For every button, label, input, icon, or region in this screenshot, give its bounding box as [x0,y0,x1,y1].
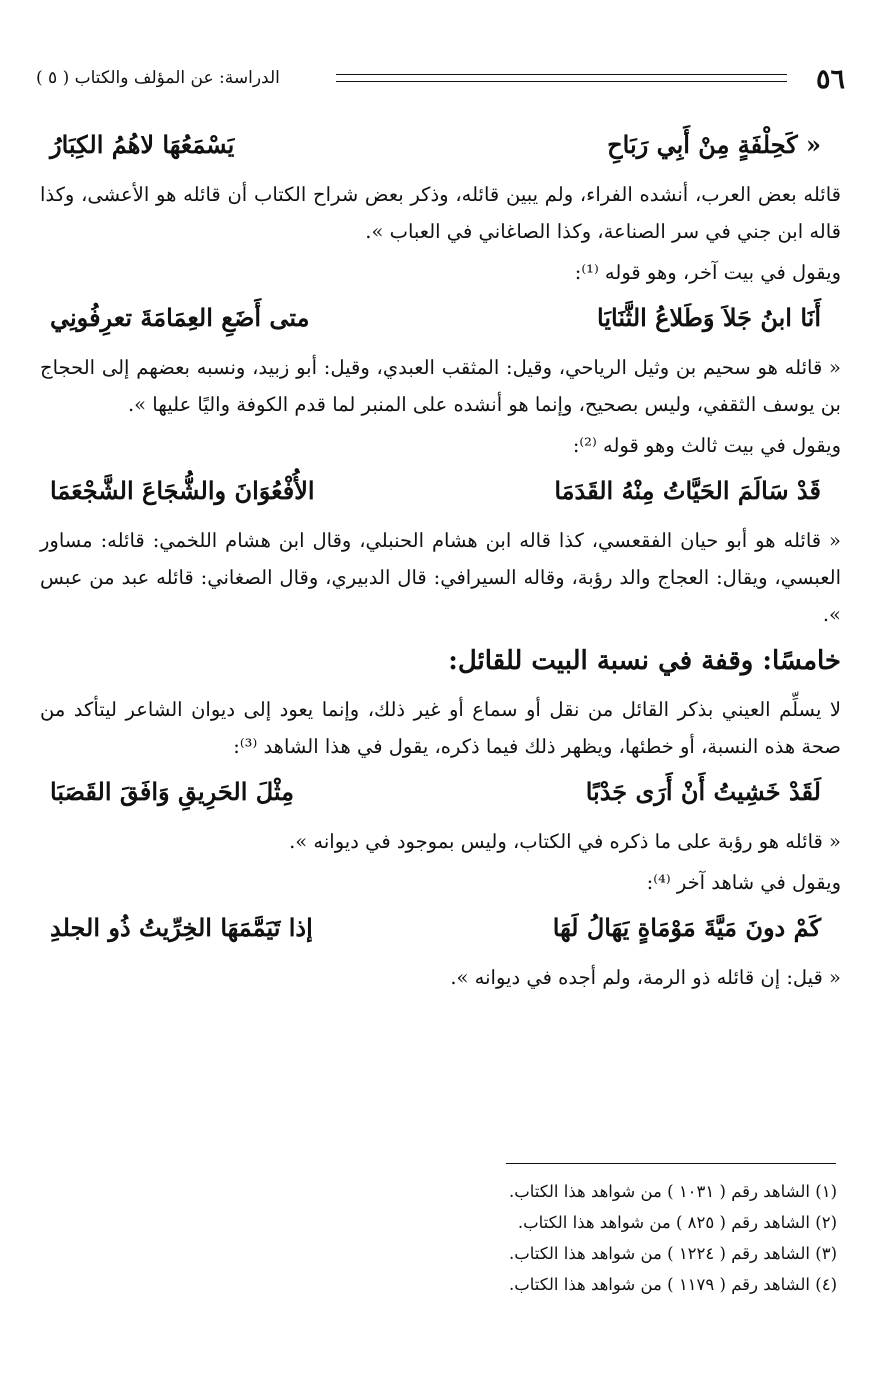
header-rule [336,74,787,82]
verse-intro: ويقول في شاهد آخر ⁽⁴⁾: [646,871,841,894]
verse-first-hemistich: كَمْ دونَ مَيَّةَ مَوْمَاةٍ يَهَالُ لَهَا [552,912,821,942]
running-header [36,66,845,96]
running-title: الدراسة: عن المؤلف والكتاب ( ٥ ) [36,68,280,88]
paragraph: « قائله هو رؤبة على ما ذكره في الكتاب، وليس بموجود في ديوانه ». [289,830,841,853]
verse-first-hemistich: لَقَدْ خَشِيتُ أَنْ أَرَى جَدْبًا [585,776,821,806]
footnote: (١) الشاهد رقم ( ١٠٣١ ) من شواهد هذا الكتاب. [509,1182,837,1201]
paragraph: قائله بعض العرب، أنشده الفراء، ولم يبين قائله، وذكر بعض شراح الكتاب أن قائله هو الأعشى، وكذا قاله ابن جني في سر الصناعة، وكذا الصاغاني في العباب ». [40,183,841,243]
verse-line [40,122,841,166]
page-body [40,118,841,1000]
verse-intro: ويقول في بيت ثالث وهو قوله ⁽²⁾: [572,434,841,457]
verse-first-hemistich: « كَحِلْفَةٍ مِنْ أَبِي رَبَاحِ [607,129,821,159]
section-heading: خامسًا: وقفة في نسبة البيت للقائل: [448,646,841,676]
verse-second-hemistich: يَسْمَعُهَا لاهُمُ الكِبَارُ [50,129,235,159]
footnotes [509,1176,837,1300]
verse-line [40,468,841,512]
paragraph: « قائله هو سحيم بن وثيل الرياحي، وقيل: المثقب العبدي، وقيل: أبو زبيد، ونسبه بعضهم إلى الحجاج بن يوسف الثقفي، وليس بصحيح، وإنما هو أنشده على المنبر لما قدم الكوفة واليًا عليها ». [40,356,841,416]
verse-line [40,769,841,813]
paragraph: « قائله هو أبو حيان الفقعسي، كذا قاله ابن هشام الحنبلي، وقال ابن هشام اللخمي: قائله: مساور العبسي، ويقال: العجاج والد رؤبة، وقاله السيرافي: قال الدبيري، وقال الصغاني: قائله عبد من عبس ». [40,529,841,626]
footnote: (٤) الشاهد رقم ( ١١٧٩ ) من شواهد هذا الكتاب. [509,1275,837,1294]
footnote: (٣) الشاهد رقم ( ١٢٢٤ ) من شواهد هذا الكتاب. [509,1244,837,1263]
verse-line [40,295,841,339]
paragraph: « قيل: إن قائله ذو الرمة، ولم أجده في ديوانه ». [450,966,841,989]
verse-first-hemistich: أَنَا ابنُ جَلاَ وَطَلاعُ الثَّنَايَا [597,302,821,332]
verse-first-hemistich: قَدْ سَالَمَ الحَيَّاتُ مِنْهُ القَدَمَا [554,475,821,505]
page-number: ٥٦ [815,64,845,95]
footnote-separator [506,1163,836,1164]
verse-intro: ويقول في بيت آخر، وهو قوله ⁽¹⁾: [574,261,841,284]
verse-second-hemistich: إذا تَيَمَّمَهَا الخِرِّيتُ ذُو الجلدِ [50,912,313,942]
verse-line [40,905,841,949]
paragraph: لا يسلِّم العيني بذكر القائل من نقل أو سماع أو غير ذلك، وإنما يعود إلى ديوان الشاعر ليتأكد من صحة هذه النسبة، أو خطئها، ويظهر ذلك فيما ذكره، يقول في هذا الشاهد ⁽³⁾: [40,698,841,758]
verse-second-hemistich: متى أَضَعِ العِمَامَةَ تعرِفُونِي [50,302,310,332]
verse-second-hemistich: مِثْلَ الحَرِيقِ وَافَقَ القَصَبَا [50,776,294,806]
footnote: (٢) الشاهد رقم ( ٨٢٥ ) من شواهد هذا الكتاب. [517,1213,837,1232]
verse-second-hemistich: الأُفْعُوَانَ والشُّجَاعَ الشَّجْعَمَا [50,475,315,505]
